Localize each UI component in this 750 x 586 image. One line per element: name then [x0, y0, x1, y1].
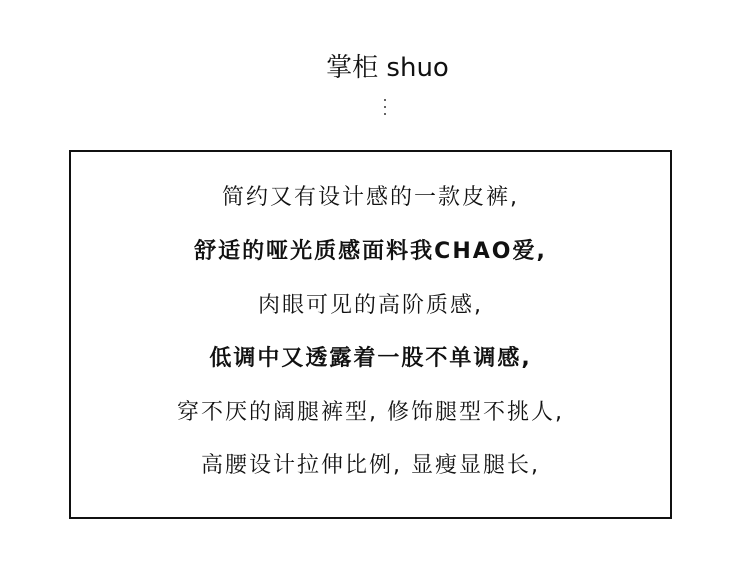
- text-line-2: 舒适的哑光质感面料我CHAO爱,: [194, 239, 547, 264]
- text-line-1: 简约又有设计感的一款皮裤,: [222, 185, 519, 210]
- text-line-5: 穿不厌的阔腿裤型, 修饰腿型不挑人,: [177, 400, 564, 425]
- dot: [384, 106, 386, 108]
- header-title: 掌柜 shuo: [326, 53, 449, 83]
- text-line-6: 高腰设计拉伸比例, 显瘦显腿长,: [201, 453, 540, 478]
- text-panel: [69, 150, 672, 519]
- text-line-4: 低调中又透露着一股不单调感,: [209, 346, 532, 371]
- more-vertical-icon[interactable]: [377, 99, 393, 115]
- dot: [384, 99, 386, 101]
- text-line-3: 肉眼可见的高阶质感,: [258, 293, 483, 318]
- dot: [384, 113, 386, 115]
